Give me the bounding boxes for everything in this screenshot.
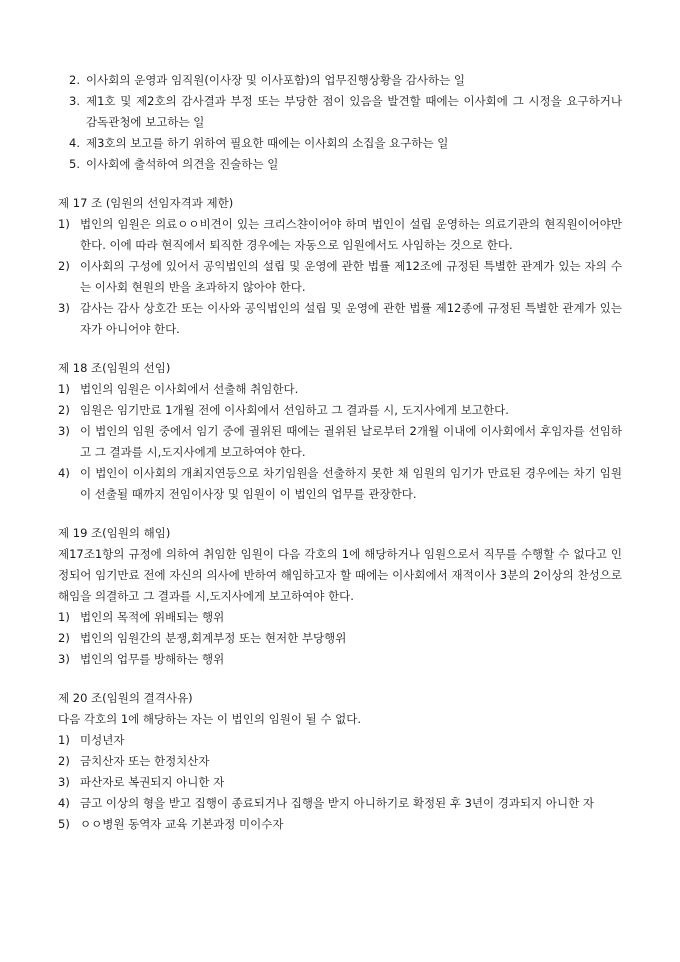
list-item	[58, 814, 622, 835]
article-title: 제 19 조(임원의 해임)	[58, 526, 171, 540]
item-text: 이사회의 운영과 임직원(이사장 및 이사포함)의 업무진행상황을 감사하는 일	[86, 73, 465, 87]
list-item	[58, 772, 622, 793]
list-item	[58, 607, 622, 628]
article-19	[58, 523, 622, 670]
list-item	[58, 400, 622, 421]
article-17	[58, 193, 622, 340]
item-number: 2)	[58, 259, 70, 273]
item-text: 이사회의 구성에 있어서 공익법인의 설립 및 운영에 관한 법률 제12조에 규정된 특별한 관계가 있는 자의 수는 이사회 현원의 반을 초과하지 않아야 한다.	[80, 259, 622, 294]
item-number: 1)	[58, 610, 70, 624]
item-text: 미성년자	[80, 733, 125, 747]
list-item	[69, 70, 622, 91]
article-title: 제 18 조(임원의 선임)	[58, 361, 171, 375]
item-text: 이 법인의 임원 중에서 임기 중에 궐위된 때에는 궐위된 날로부터 2개월 이내에 이사회에서 후임자를 선임하고 그 결과를 시,도지사에게 보고하여야 한다.	[80, 424, 622, 459]
article-20	[58, 688, 622, 835]
article-paragraph: 다음 각호의 1에 해당하는 자는 이 법인의 임원이 될 수 없다.	[58, 712, 362, 726]
list-item	[58, 214, 622, 256]
item-number: 2)	[58, 403, 70, 417]
item-number: 1)	[58, 382, 70, 396]
item-text: 법인의 임원은 이사회에서 선출해 취임한다.	[80, 382, 299, 396]
list-item	[58, 649, 622, 670]
item-number: 4)	[58, 466, 70, 480]
item-number: 4.	[69, 136, 80, 150]
item-text: 법인의 임원은 의료ㅇㅇ비견이 있는 크리스챤이어야 하며 법인이 설립 운영하는 의료기관의 현직원이어야만 한다. 이에 따라 현직에서 퇴직한 경우에는 자동으로 임원에서도 사임하는 것으로 한다.	[80, 217, 622, 252]
list-item	[58, 793, 622, 814]
item-text: ㅇㅇ병원 동역자 교육 기본과정 미이수자	[80, 817, 284, 831]
item-number: 5)	[58, 817, 70, 831]
item-text: 법인의 임원간의 분쟁,회계부정 또는 현저한 부당행위	[80, 631, 347, 645]
item-text: 금치산자 또는 한정치산자	[80, 754, 210, 768]
list-item	[69, 154, 622, 175]
item-number: 1)	[58, 733, 70, 747]
item-number: 3)	[58, 652, 70, 666]
item-number: 2.	[69, 73, 80, 87]
item-number: 4)	[58, 796, 70, 810]
item-text: 금고 이상의 형을 받고 집행이 종료되거나 집행을 받지 아니하기로 확정된 후 3년이 경과되지 아니한 자	[80, 796, 594, 810]
item-text: 제3호의 보고를 하기 위하여 필요한 때에는 이사회의 소집을 요구하는 일	[86, 136, 449, 150]
item-number: 2)	[58, 754, 70, 768]
item-number: 2)	[58, 631, 70, 645]
list-item	[69, 91, 622, 133]
item-text: 제1호 및 제2호의 감사결과 부정 또는 부당한 점이 있음을 발견할 때에는 이사회에 그 시정을 요구하거나 감독관청에 보고하는 일	[86, 94, 622, 129]
list-item	[58, 256, 622, 298]
item-number: 3)	[58, 424, 70, 438]
item-text: 이 법인이 이사회의 개최지연등으로 차기임원을 선출하지 못한 채 임원의 임기가 만료된 경우에는 차기 임원이 선출될 때까지 전임이사장 및 임원이 이 법인의 업무를 관장한다.	[80, 466, 622, 501]
item-number: 3)	[58, 301, 70, 315]
list-item	[58, 628, 622, 649]
article-title: 제 20 조(임원의 결격사유)	[58, 691, 193, 705]
list-item	[58, 751, 622, 772]
article-18	[58, 358, 622, 505]
item-text: 법인의 업무를 방해하는 행위	[80, 652, 225, 666]
list-item	[58, 298, 622, 340]
item-number: 1)	[58, 217, 70, 231]
item-number: 3)	[58, 775, 70, 789]
item-number: 3.	[69, 94, 80, 108]
item-number: 5.	[69, 157, 80, 171]
list-item	[58, 730, 622, 751]
list-item	[58, 421, 622, 463]
item-text: 임원은 임기만료 1개월 전에 이사회에서 선임하고 그 결과를 시, 도지사에게 보고한다.	[80, 403, 509, 417]
article-paragraph: 제17조1항의 규정에 의하여 취임한 임원이 다음 각호의 1에 해당하거나 임원으로서 직무를 수행할 수 없다고 인정되어 임기만료 전에 자신의 의사에 반하여 해임하고자 할 때에는 이사회에서 재적이사 3분의 2이상의 찬성으로 해임을 의결하고 그 결과를 시,도지사에게 보고하여야 한다.	[58, 547, 622, 603]
item-text: 파산자로 복권되지 아니한 자	[80, 775, 225, 789]
item-text: 법인의 목적에 위배되는 행위	[80, 610, 225, 624]
list-item	[58, 463, 622, 505]
intro-list	[58, 70, 622, 175]
item-text: 이사회에 출석하여 의견을 진술하는 일	[86, 157, 279, 171]
article-title: 제 17 조 (임원의 선임자격과 제한)	[58, 196, 234, 210]
item-text: 감사는 감사 상호간 또는 이사와 공익법인의 설립 및 운영에 관한 법률 제12종에 규정된 특별한 관계가 있는 자가 아니어야 한다.	[80, 301, 622, 336]
list-item	[58, 379, 622, 400]
list-item	[69, 133, 622, 154]
